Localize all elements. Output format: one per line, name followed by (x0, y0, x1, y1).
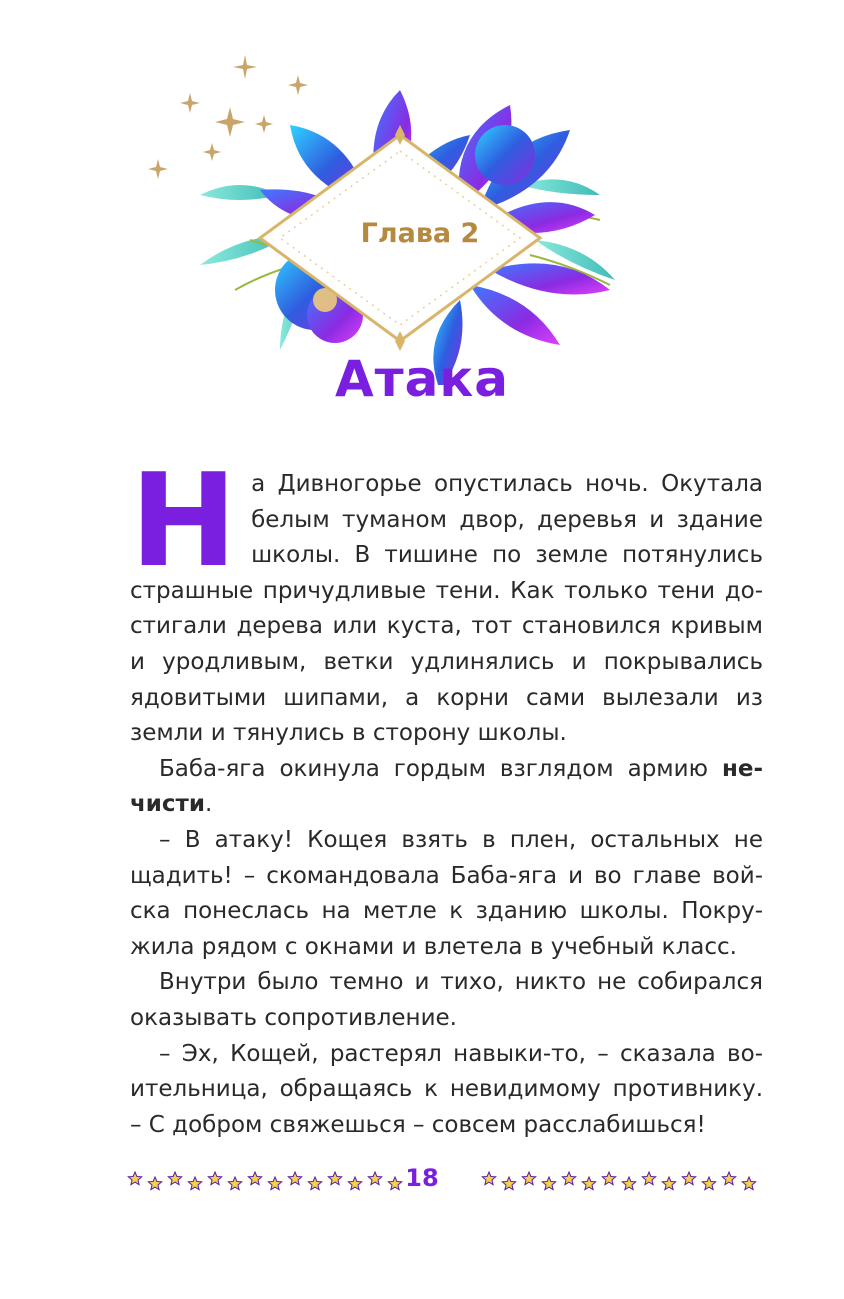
paragraph: Внутри было темно и тихо, никто не собирался оказывать сопротивление. (130, 969, 763, 1031)
page-number: 18 (405, 1164, 439, 1192)
paragraph (130, 752, 763, 823)
paragraph: – Эх, Кощей, растерял навыки-то, – сказала воительница, обращаясь к невидимому противнику. – С добром свяжешься – совсем расслабишься! (130, 1040, 763, 1138)
paragraph-text: Баба-яга окинула гордым взглядом армию (159, 755, 722, 782)
paragraph-text: . (205, 791, 213, 818)
drop-cap: Н (130, 447, 238, 596)
paragraph-text: а Дивногорье опустилась ночь. Окутала белым туманом двор, деревья и здание школы. В тишине по земле потянулись страшные причудливые тени. Как только тени достигали дерева или куста, тот становился кривым и уродливым, ветки удлинялись и покрывались ядовитыми шипами, а корни сами вылезали из земли и тянулись в сторону школы. (130, 471, 763, 747)
paragraph (130, 447, 763, 752)
bold-term: нечисти (130, 755, 763, 818)
chapter-title: Атака (334, 350, 510, 408)
chapter-label: Глава 2 (360, 218, 480, 249)
body-text (130, 447, 763, 1143)
paragraph: – В атаку! Кощея взять в плен, остальных не щадить! – скомандовала Баба-яга и во главе войска понеслась на метле к зданию школы. Покружила рядом с окнами и влетела в учебный класс. (130, 826, 763, 960)
